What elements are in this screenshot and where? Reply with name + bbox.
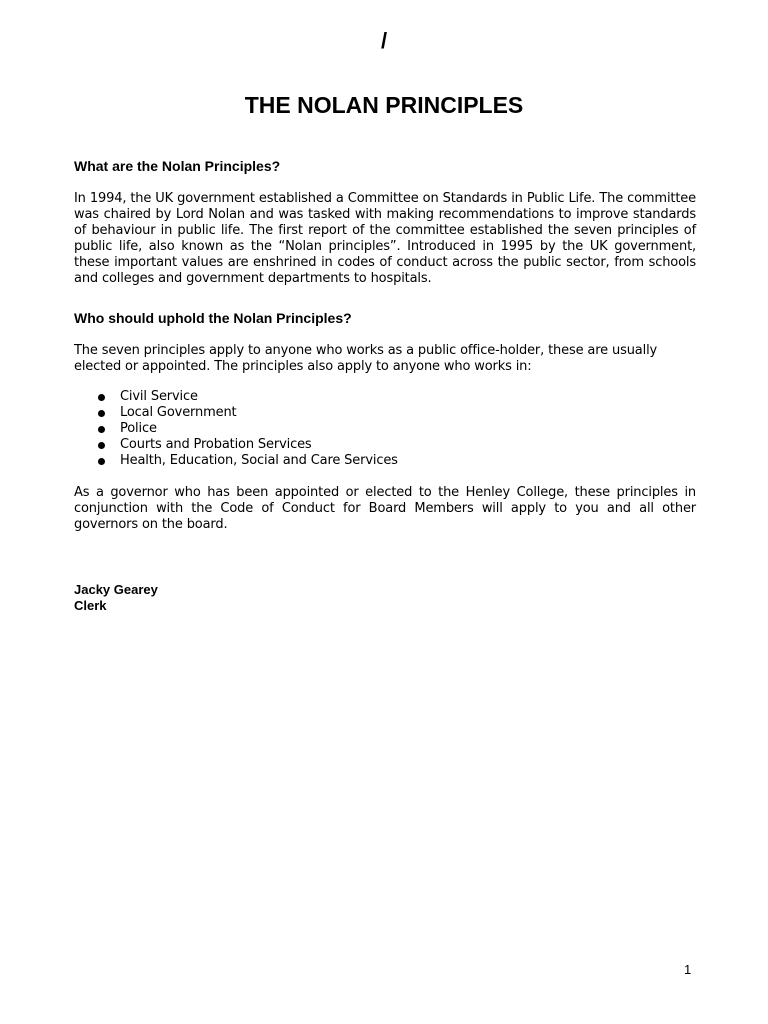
list-item — [74, 437, 696, 453]
bullet-icon — [98, 426, 105, 433]
bullet-icon — [98, 442, 105, 449]
page-title: THE NOLAN PRINCIPLES — [244, 92, 524, 118]
list-item — [74, 389, 696, 405]
bullet-list — [74, 389, 696, 469]
list-item — [74, 405, 696, 421]
page-number: 1 — [684, 962, 692, 977]
signature-role: Clerk — [74, 598, 107, 613]
bullet-icon — [98, 394, 105, 401]
section-paragraph-who: The seven principles apply to anyone who works as a public office-holder, these are usually elected or appointed. The principles also apply to anyone who works in: — [74, 343, 658, 374]
signature-name: Jacky Gearey — [74, 582, 158, 597]
list-item — [74, 421, 696, 437]
section-heading-what: What are the Nolan Principles? — [74, 158, 281, 174]
bullet-icon — [98, 410, 105, 417]
list-item-label: Police — [120, 421, 157, 436]
list-item-label: Civil Service — [120, 389, 198, 404]
list-item-label: Courts and Probation Services — [120, 437, 312, 452]
section-paragraph-what: In 1994, the UK government established a Committee on Standards in Public Life. The committee was chaired by Lord Nolan and was tasked with making recommendations to improve standards of behaviour in public life. The first report of the committee established the seven principles of public life, also known as the “Nolan principles”. Introduced in 1995 by the UK government, these important values are enshrined in codes of conduct across the public sector, from schools and colleges and government departments to hospitals. — [74, 191, 696, 286]
list-item-label: Health, Education, Social and Care Services — [120, 453, 398, 468]
bullet-icon — [98, 458, 105, 465]
signature-block — [74, 582, 158, 614]
list-item — [74, 453, 696, 469]
section-heading-who: Who should uphold the Nolan Principles? — [74, 310, 352, 326]
document-body — [74, 157, 696, 533]
list-item-label: Local Government — [120, 405, 237, 420]
header-slash: / — [380, 28, 388, 53]
closing-paragraph: As a governor who has been appointed or elected to the Henley College, these principles in conjunction with the Code of Conduct for Board Members will apply to you and all other governors on the board. — [74, 485, 696, 532]
